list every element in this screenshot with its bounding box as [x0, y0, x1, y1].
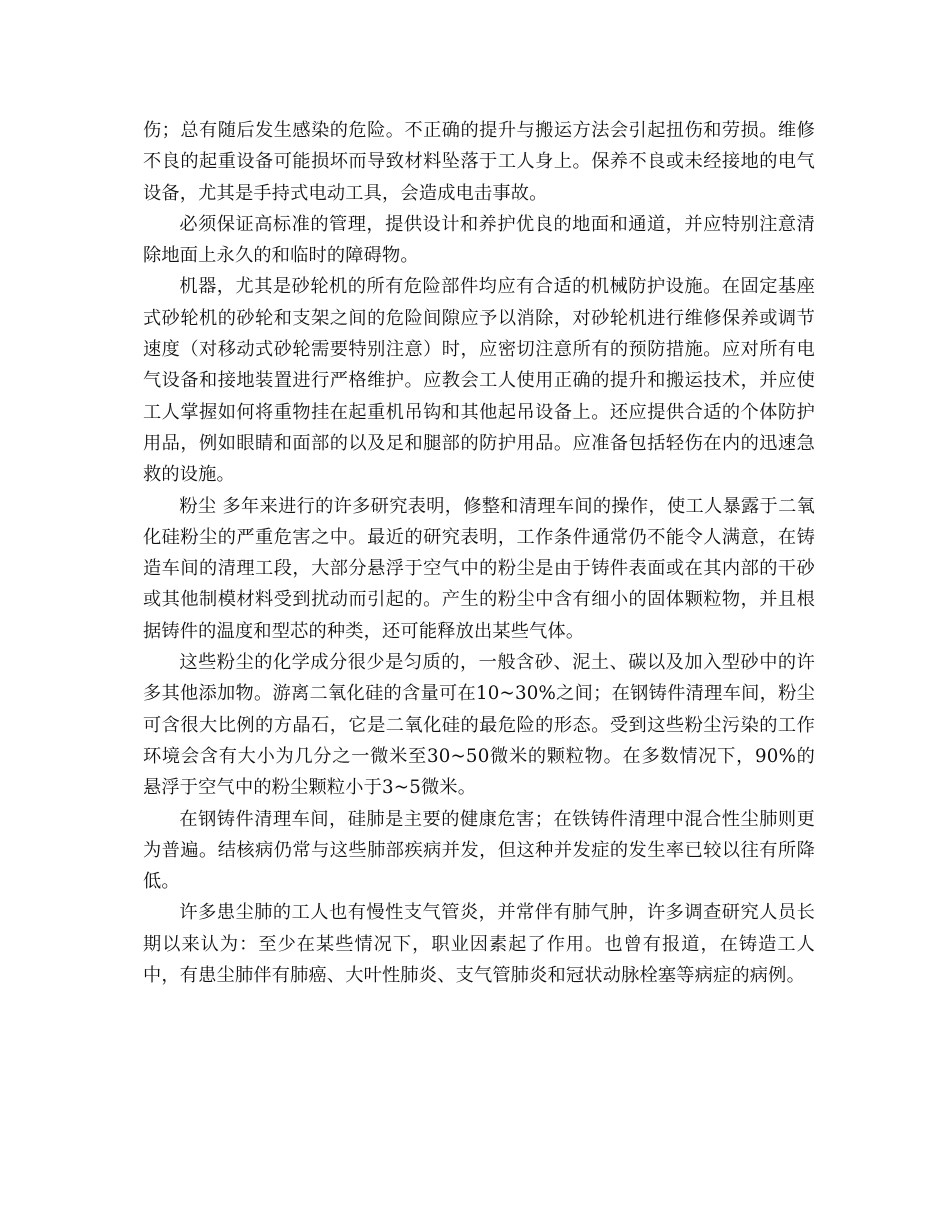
paragraph-silicosis: 在钢铸件清理车间，硅肺是主要的健康危害；在铁铸件清理中混合性尘肺则更为普遍。结核病仍常与这些肺部疾病并发，但这种并发症的发生率已较以往有所降低。 [143, 808, 815, 893]
paragraph-machine-guarding: 机器，尤其是砂轮机的所有危险部件均应有合适的机械防护设施。在固定基座式砂轮机的砂轮和支架之间的危险间隙应予以消除，对砂轮机进行维修保养或调节速度（对移动式砂轮需要特别注意）时，应密切注意所有的预防措施。应对所有电气设备和接地装置进行严格维护。应教会工人使用正确的提升和搬运技术，并应使工人掌握如何将重物挂在起重机吊钩和其他起吊设备上。还应提供合适的个体防护用品，例如眼睛和面部的以及足和腿部的防护用品。应准备包括轻伤在内的迅速急救的设施。 [143, 276, 815, 486]
paragraph-continuation: 伤；总有随后发生感染的危险。不正确的提升与搬运方法会引起扭伤和劳损。维修不良的起重设备可能损坏而导致材料坠落于工人身上。保养不良或未经接地的电气设备，尤其是手持式电动工具，会造成电击事故。 [143, 120, 815, 204]
paragraph-management: 必须保证高标准的管理，提供设计和养护优良的地面和通道，并应特别注意清除地面上永久的和临时的障碍物。 [143, 213, 815, 267]
paragraph-dust-composition: 这些粉尘的化学成分很少是匀质的，一般含砂、泥土、碳以及加入型砂中的许多其他添加物。游离二氧化硅的含量可在10~30%之间；在钢铸件清理车间，粉尘可含很大比例的方晶石，它是二氧化硅的最危险的形态。受到这些粉尘污染的工作环境会含有大小为几分之一微米至30~50微米的颗粒物。在多数情况下，90%的悬浮于空气中的粉尘颗粒小于3~5微米。 [143, 652, 815, 799]
paragraph-bronchitis: 许多患尘肺的工人也有慢性支气管炎，并常伴有肺气肿，许多调查研究人员长期以来认为：至少在某些情况下，职业因素起了作用。也曾有报道，在铸造工人中，有患尘肺伴有肺癌、大叶性肺炎、支气管肺炎和冠状动脉栓塞等病症的病例。 [143, 902, 815, 987]
body-text [143, 115, 815, 991]
paragraph-dust: 粉尘 多年来进行的许多研究表明，修整和清理车间的操作，使工人暴露于二氧化硅粉尘的严重危害之中。最近的研究表明，工作条件通常仍不能令人满意，在铸造车间的清理工段，大部分悬浮于空气中的粉尘是由于铸件表面或在其内部的干砂或其他制模材料受到扰动而引起的。产生的粉尘中含有细小的固体颗粒物，并且根据铸件的温度和型芯的种类，还可能释放出某些气体。 [143, 495, 815, 642]
